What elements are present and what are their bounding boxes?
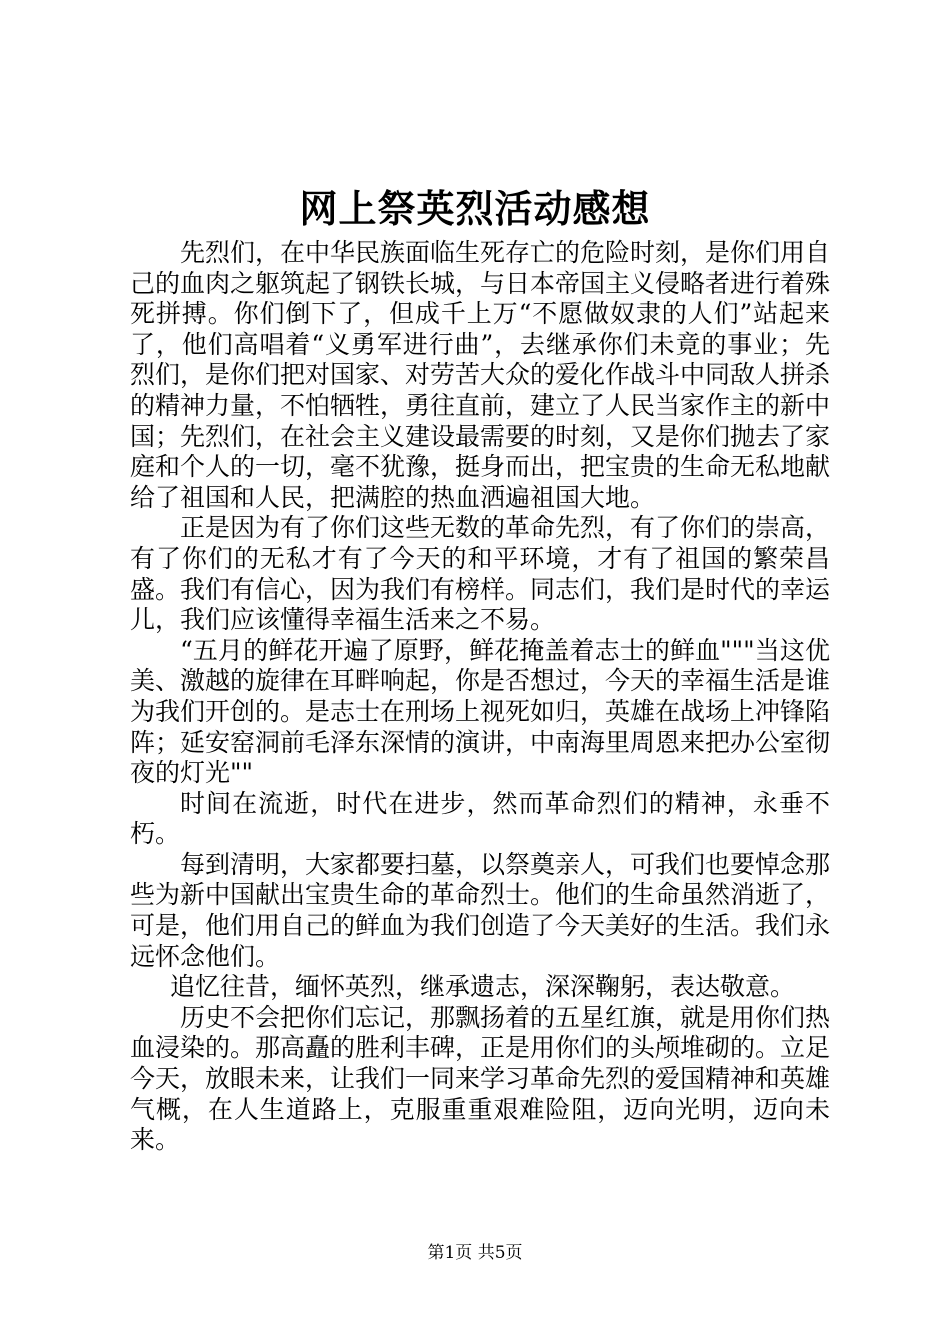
document-body [130, 238, 830, 1156]
paragraph-6: 追忆往昔，缅怀英烈，继承遗志，深深鞠躬，表达敬意。 [170, 972, 796, 1002]
paragraph-3: “五月的鲜花开遍了原野，鲜花掩盖着志士的鲜血"""当这优美、激越的旋律在耳畔响起，你是否想过，今天的幸福生活是谁为我们开创的。是志士在刑场上视死如归，英雄在战场上冲锋陷阵；延安窑洞前毛泽东深情的演讲，中南海里周恩来把办公室彻夜的灯光"" [130, 635, 831, 788]
page-footer: 第1页 共5页 [427, 1243, 523, 1263]
paragraph-4: 时间在流逝，时代在进步，然而革命烈们的精神，永垂不朽。 [130, 788, 830, 849]
paragraph-2: 正是因为有了你们这些无数的革命先烈，有了你们的崇高，有了你们的无私才有了今天的和平环境，才有了祖国的繁荣昌盛。我们有信心，因为我们有榜样。同志们，我们是时代的幸运儿，我们应该懂得幸福生活来之不易。 [130, 513, 831, 635]
document-title: 网上祭英烈活动感想 [299, 186, 651, 231]
paragraph-5: 每到清明，大家都要扫墓，以祭奠亲人，可我们也要悼念那些为新中国献出宝贵生命的革命烈士。他们的生命虽然消逝了，可是，他们用自己的鲜血为我们创造了今天美好的生活。我们永远怀念他们。 [130, 849, 831, 971]
paragraph-1: 先烈们，在中华民族面临生死存亡的危险时刻，是你们用自己的血肉之躯筑起了钢铁长城，与日本帝国主义侵略者进行着殊死拼搏。你们倒下了，但成千上万“不愿做奴隶的人们”站起来了，他们高唱着“义勇军进行曲”，去继承你们未竟的事业；先烈们，是你们把对国家、对劳苦大众的爱化作战斗中同敌人拼杀的精神力量，不怕牺牲，勇往直前，建立了人民当家作主的新中国；先烈们，在社会主义建设最需要的时刻，又是你们抛去了家庭和个人的一切，毫不犹豫，挺身而出，把宝贵的生命无私地献给了祖国和人民，把满腔的热血洒遍祖国大地。 [130, 238, 831, 512]
paragraph-7: 历史不会把你们忘记，那飘扬着的五星红旗，就是用你们热血浸染的。那高矗的胜利丰碑，正是用你们的头颅堆砌的。立足今天，放眼未来，让我们一同来学习革命先烈的爱国精神和英雄气概，在人生道路上，克服重重艰难险阻，迈向光明，迈向未来。 [130, 1002, 831, 1155]
